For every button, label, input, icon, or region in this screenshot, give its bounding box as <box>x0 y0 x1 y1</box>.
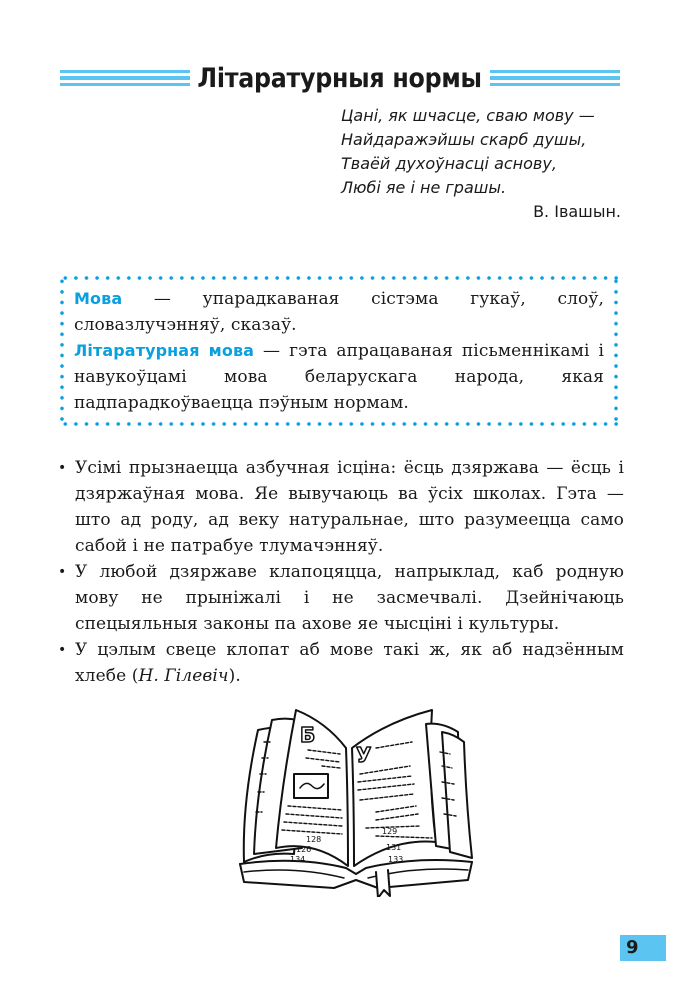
list-item <box>58 559 624 637</box>
definition-term: Літаратурная мова <box>74 341 255 360</box>
list-item-text-end: ). <box>228 666 241 686</box>
bullet-icon: • <box>58 642 67 658</box>
epigraph-line: Цані, як шчасце, сваю мову — <box>341 106 595 125</box>
definition-text: — упарадкаваная сістэма гукаў, слоў, словазлучэнняў, сказаў. <box>74 289 604 335</box>
epigraph-line: Любі яе і не грашы. <box>341 178 507 197</box>
bullet-icon: • <box>58 564 67 580</box>
svg-text:133: 133 <box>388 855 404 864</box>
bullet-icon: • <box>58 460 67 476</box>
svg-text:128: 128 <box>306 835 322 844</box>
definition-literary-language <box>74 338 604 416</box>
svg-text:129: 129 <box>382 827 398 836</box>
bullet-list <box>58 455 624 689</box>
list-item-text: У цэлым свеце клопат аб мове такі ж, як аб надзённым хлебе ( <box>75 640 624 686</box>
open-book-icon <box>236 702 476 897</box>
definition-term: Мова <box>74 289 123 308</box>
definition-box <box>60 276 618 426</box>
page-title: Літаратурныя нормы <box>197 62 483 94</box>
decorative-bars-left <box>60 70 190 86</box>
svg-text:126: 126 <box>296 845 312 854</box>
svg-text:У: У <box>356 743 372 767</box>
definition-mova <box>74 286 604 338</box>
citation-author: Н. Гілевіч <box>138 666 229 686</box>
svg-text:Б: Б <box>300 723 316 747</box>
page-number: 9 <box>620 935 666 961</box>
svg-text:134: 134 <box>290 855 306 864</box>
epigraph <box>341 104 621 224</box>
decorative-bars-right <box>490 70 620 86</box>
section-header <box>60 58 620 98</box>
epigraph-author: В. Івашын. <box>533 202 621 221</box>
definition-text: — гэта апрацаваная пісьменнікамі і навукоўцамі мова беларускага народа, якая падпарадкоўваецца пэўным нормам. <box>74 341 604 413</box>
list-item <box>58 637 624 689</box>
svg-text:131: 131 <box>386 843 402 852</box>
list-item-text: Усімі прызнаецца азбучная ісціна: ёсць дзяржава — ёсць і дзяржаўная мова. Яе вывучаюць ва ўсіх школах. Гэта — што ад роду, ад веку натуральнае, што разумеецца само сабой і не патрабуе тлумачэнняў. <box>75 458 624 556</box>
list-item-text: У любой дзяржаве клапоцяцца, напрыклад, каб родную мову не прыніжалі і не засмечвалі. Дзейнічаюць спецыяльныя законы па ахове яе чысціні і культуры. <box>75 562 624 634</box>
epigraph-line: Тваёй духоўнасці аснову, <box>341 154 557 173</box>
list-item <box>58 455 624 559</box>
epigraph-line: Найдаражэйшы скарб душы, <box>341 130 587 149</box>
